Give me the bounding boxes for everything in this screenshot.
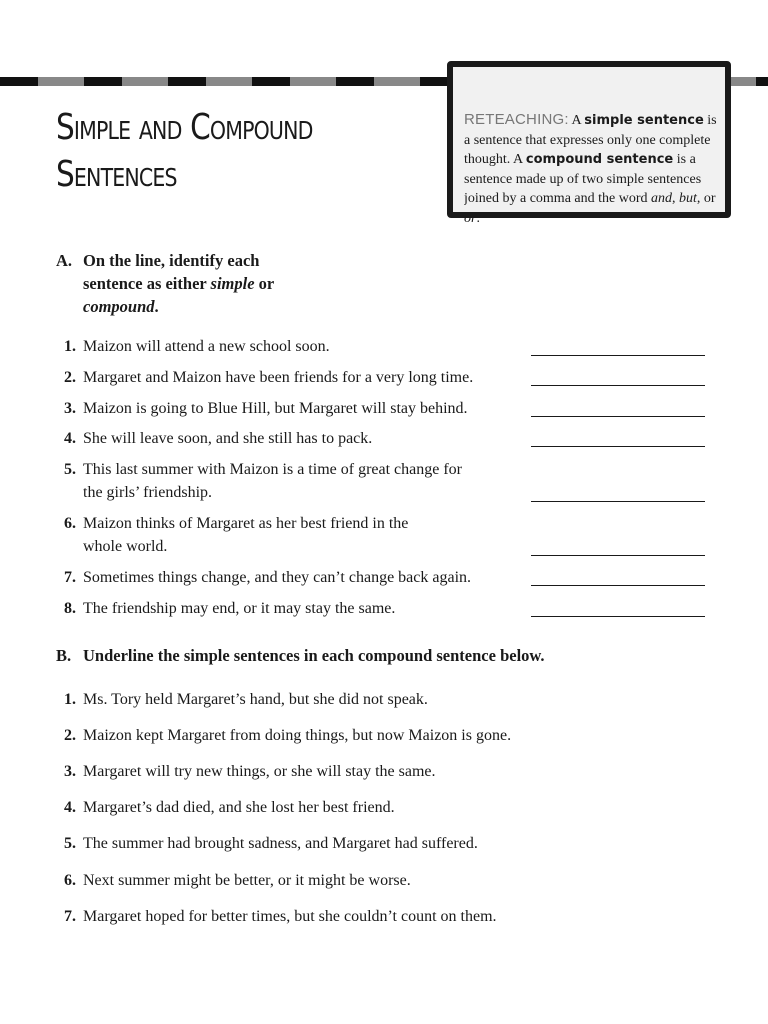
section-a-line-1: On the line, identify each — [83, 251, 260, 270]
question-text[interactable]: The summer had brought sadness, and Margaret had suffered. — [83, 835, 478, 852]
question-number: 7. — [64, 569, 76, 586]
title-line-1: Simple and Compound — [56, 107, 313, 148]
term-simple-sentence: simple sentence — [584, 113, 704, 128]
section-b-instruction-text: Underline the simple sentences in each compound sentence below. — [83, 646, 545, 665]
answer-line-a-6[interactable] — [531, 555, 705, 556]
title-line-2: Sentences — [56, 154, 177, 195]
question-text: The friendship may end, or it may stay the same. — [83, 600, 396, 617]
question-a-8 — [56, 597, 395, 620]
reteaching-text-part: is a sentence made up of two simple sentences joined by a comma and the word — [464, 152, 702, 206]
question-a-5 — [56, 458, 462, 504]
question-text: Sometimes things change, and they can’t change back again. — [83, 569, 472, 586]
question-b-2[interactable] — [56, 724, 511, 747]
question-text: Maizon will attend a new school soon. — [83, 338, 330, 355]
question-text[interactable]: Ms. Tory held Margaret’s hand, but she did not speak. — [83, 691, 428, 708]
question-a-1 — [56, 335, 330, 358]
question-number: 7. — [64, 908, 76, 925]
question-number: 6. — [64, 872, 76, 889]
section-a-instruction — [56, 249, 356, 318]
question-number: 4. — [64, 430, 76, 447]
question-number: 2. — [64, 369, 76, 386]
question-number: 3. — [64, 763, 76, 780]
reteaching-text-part: A — [571, 113, 581, 128]
question-a-7 — [56, 566, 471, 589]
question-b-6[interactable] — [56, 869, 411, 892]
section-b-letter: B. — [56, 646, 72, 665]
question-text: Margaret and Maizon have been friends for a very long time. — [83, 369, 474, 386]
period: . — [154, 297, 159, 316]
question-a-2 — [56, 366, 473, 389]
question-number: 5. — [64, 835, 76, 852]
question-text[interactable]: Margaret hoped for better times, but she couldn’t count on them. — [83, 908, 497, 925]
question-b-4[interactable] — [56, 796, 395, 819]
question-text: She will leave soon, and she still has to pack. — [83, 430, 373, 447]
word-or: or — [258, 274, 275, 293]
answer-line-a-7[interactable] — [531, 585, 705, 586]
reteaching-heading: RETEACHING: — [464, 111, 569, 128]
question-text-continued: the girls’ friendship. — [83, 484, 213, 501]
question-text[interactable]: Maizon kept Margaret from doing things, but now Maizon is gone. — [83, 727, 512, 744]
reteaching-text-part: is a sentence that expresses only one complete thought. A — [464, 113, 717, 167]
answer-line-a-8[interactable] — [531, 616, 705, 617]
question-a-6 — [56, 512, 408, 558]
question-number: 1. — [64, 338, 76, 355]
word-but: but — [679, 191, 697, 206]
question-text[interactable]: Margaret’s dad died, and she lost her best friend. — [83, 799, 395, 816]
question-a-4 — [56, 427, 372, 450]
word-or-plain: or — [703, 191, 716, 206]
section-a-line-2: sentence as either — [83, 274, 207, 293]
section-a-letter: A. — [56, 251, 73, 270]
question-text[interactable]: Next summer might be better, or it might be worse. — [83, 872, 411, 889]
answer-line-a-4[interactable] — [531, 446, 705, 447]
question-number: 8. — [64, 600, 76, 617]
word-simple: simple — [210, 274, 255, 293]
answer-line-a-2[interactable] — [531, 385, 705, 386]
answer-line-a-5[interactable] — [531, 501, 705, 502]
word-and: and — [651, 191, 673, 206]
page-title — [56, 104, 359, 198]
question-b-7[interactable] — [56, 905, 497, 928]
answer-line-a-1[interactable] — [531, 355, 705, 356]
question-text[interactable]: Margaret will try new things, or she will stay the same. — [83, 763, 436, 780]
word-compound: compound — [83, 297, 155, 316]
question-text: Maizon thinks of Margaret as her best friend in the — [83, 515, 409, 532]
word-or-italic: or — [464, 210, 477, 224]
question-number: 3. — [64, 400, 76, 417]
question-text: Maizon is going to Blue Hill, but Margaret will stay behind. — [83, 400, 468, 417]
question-text-continued: whole world. — [83, 538, 168, 555]
answer-line-a-3[interactable] — [531, 416, 705, 417]
reteaching-text: RETEACHING: A simple sentence is a sentence that expresses only one complete thought. A compound sentence is a sentence made up of two simple sentences joined by a comma and the word and, but, or or. — [464, 111, 717, 224]
question-number: 6. — [64, 515, 76, 532]
question-number: 1. — [64, 691, 76, 708]
question-b-5[interactable] — [56, 832, 478, 855]
question-text: This last summer with Maizon is a time of great change for — [83, 461, 463, 478]
question-number: 5. — [64, 461, 76, 478]
term-compound-sentence: compound sentence — [525, 152, 674, 167]
question-number: 4. — [64, 799, 76, 816]
question-a-3 — [56, 397, 468, 420]
section-b-instruction — [56, 644, 716, 667]
question-b-3[interactable] — [56, 760, 436, 783]
question-b-1[interactable] — [56, 688, 428, 711]
question-number: 2. — [64, 727, 76, 744]
